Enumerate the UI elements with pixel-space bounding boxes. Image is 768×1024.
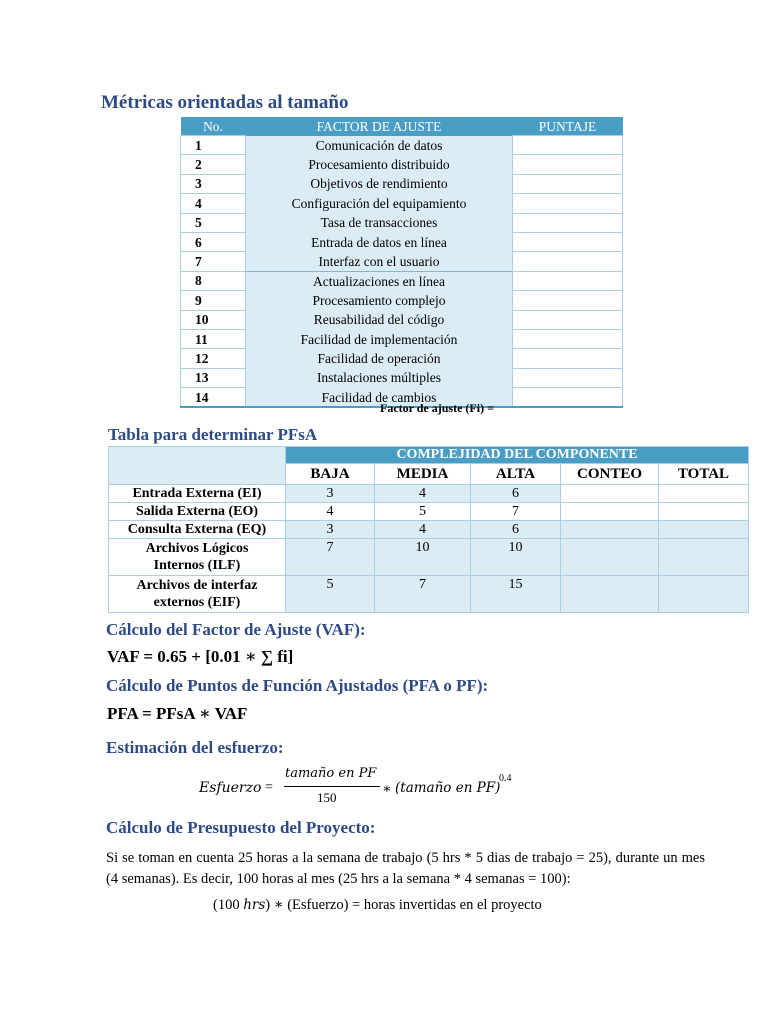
heading-pfa: Cálculo de Puntos de Función Ajustados (PFA o PF): — [106, 676, 489, 695]
row-number: 10 — [181, 310, 246, 329]
row-factor: Entrada de datos en línea — [246, 232, 513, 251]
row-puntaje-input[interactable] — [513, 349, 623, 368]
eq-open: (100 — [213, 897, 244, 913]
cell-conteo — [561, 576, 659, 613]
row-puntaje-input[interactable] — [513, 368, 623, 387]
row-label-line2: externos (EIF) — [153, 595, 241, 610]
table-row — [109, 485, 749, 503]
table-row — [109, 576, 749, 613]
table-row — [109, 539, 749, 576]
row-number: 11 — [181, 329, 246, 348]
col-header-no: No. — [181, 117, 246, 136]
row-factor: Configuración del equipamiento — [246, 194, 513, 213]
row-factor: Facilidad de cambios — [246, 388, 513, 408]
esfuerzo-numerator: tamaño en PF — [285, 766, 377, 781]
cell-media: 10 — [375, 539, 471, 576]
table-row — [181, 271, 623, 290]
col-media: MEDIA — [375, 464, 471, 485]
col-header-puntaje: PUNTAJE — [513, 117, 623, 136]
esfuerzo-denominator: 150 — [317, 790, 337, 805]
row-number: 5 — [181, 213, 246, 232]
col-conteo: CONTEO — [561, 464, 659, 485]
row-puntaje-input[interactable] — [513, 232, 623, 251]
cell-alta: 6 — [471, 521, 561, 539]
row-puntaje-input[interactable] — [513, 194, 623, 213]
cell-baja: 3 — [286, 521, 375, 539]
row-factor: Instalaciones múltiples — [246, 368, 513, 387]
cell-baja: 3 — [286, 485, 375, 503]
cell-alta: 10 — [471, 539, 561, 576]
cell-total — [659, 521, 749, 539]
presupuesto-equation — [213, 897, 542, 914]
table-row — [181, 155, 623, 174]
row-factor: Actualizaciones en línea — [246, 271, 513, 290]
formula-vaf: VAF = 0.65 + [0.01 ∗ ∑ fi] — [107, 647, 294, 666]
row-label — [109, 576, 286, 613]
row-label-line1: Archivos de interfaz — [136, 578, 258, 593]
esfuerzo-op: ∗ — [382, 782, 392, 797]
row-number: 8 — [181, 271, 246, 290]
table-row — [181, 368, 623, 387]
row-puntaje-input[interactable] — [513, 271, 623, 290]
cell-conteo — [561, 485, 659, 503]
heading-esfuerzo: Estimación del esfuerzo: — [106, 738, 284, 757]
cell-media: 5 — [375, 503, 471, 521]
adjustment-factor-label: Factor de ajuste (Fi) = — [380, 401, 494, 415]
row-number: 12 — [181, 349, 246, 368]
row-puntaje-input[interactable] — [513, 291, 623, 310]
formula-esfuerzo — [199, 764, 539, 810]
cell-media: 7 — [375, 576, 471, 613]
group-header: COMPLEJIDAD DEL COMPONENTE — [286, 447, 749, 464]
esfuerzo-lhs: Esfuerzo — [199, 780, 262, 796]
cell-baja: 7 — [286, 539, 375, 576]
corner-cell — [109, 447, 286, 485]
eq-hrs: hrs — [243, 897, 266, 913]
row-number: 14 — [181, 388, 246, 408]
table-row — [109, 503, 749, 521]
table-row — [181, 232, 623, 251]
row-puntaje-input[interactable] — [513, 310, 623, 329]
row-label: Salida Externa (EO) — [109, 503, 286, 521]
heading-vaf: Cálculo del Factor de Ajuste (VAF): — [106, 620, 366, 639]
row-puntaje-input[interactable] — [513, 174, 623, 193]
row-label: Consulta Externa (EQ) — [109, 521, 286, 539]
table-row — [181, 136, 623, 155]
formula-pfa: PFA = PFsA ∗ VAF — [107, 704, 248, 723]
row-number: 2 — [181, 155, 246, 174]
col-baja: BAJA — [286, 464, 375, 485]
row-label — [109, 539, 286, 576]
table-row — [109, 521, 749, 539]
row-factor: Procesamiento complejo — [246, 291, 513, 310]
row-number: 4 — [181, 194, 246, 213]
row-number: 1 — [181, 136, 246, 155]
col-header-factor: FACTOR DE AJUSTE — [246, 117, 513, 136]
table-row — [181, 174, 623, 193]
cell-total — [659, 539, 749, 576]
row-number: 13 — [181, 368, 246, 387]
adjustment-factors-table — [180, 117, 623, 408]
row-factor: Objetivos de rendimiento — [246, 174, 513, 193]
eq-rest: ) ∗ (Esfuerzo) = horas invertidas en el proyecto — [265, 897, 542, 913]
table-row — [181, 349, 623, 368]
row-puntaje-input[interactable] — [513, 155, 623, 174]
cell-media: 4 — [375, 521, 471, 539]
table-row — [181, 310, 623, 329]
row-puntaje-input[interactable] — [513, 136, 623, 155]
row-puntaje-input[interactable] — [513, 213, 623, 232]
esfuerzo-paren: (tamaño en PF) — [395, 780, 501, 796]
row-puntaje-input[interactable] — [513, 329, 623, 348]
heading-metricas: Métricas orientadas al tamaño — [101, 92, 349, 113]
col-alta: ALTA — [471, 464, 561, 485]
presupuesto-paragraph: Si se toman en cuenta 25 horas a la semana de trabajo (5 hrs * 5 dias de trabajo = 25), durante un mes (4 semanas). Es decir, 100 horas al mes (25 hrs a la semana * 4 semanas = 100): — [106, 850, 705, 887]
cell-baja: 5 — [286, 576, 375, 613]
table-row — [181, 213, 623, 232]
row-factor: Tasa de transacciones — [246, 213, 513, 232]
row-number: 7 — [181, 252, 246, 271]
cell-conteo — [561, 539, 659, 576]
esfuerzo-eq: = — [265, 780, 273, 795]
row-factor: Facilidad de implementación — [246, 329, 513, 348]
row-number: 3 — [181, 174, 246, 193]
col-total: TOTAL — [659, 464, 749, 485]
cell-baja: 4 — [286, 503, 375, 521]
fraction-bar — [284, 786, 380, 787]
table-row — [181, 329, 623, 348]
row-factor: Reusabilidad del código — [246, 310, 513, 329]
cell-total — [659, 576, 749, 613]
cell-total — [659, 503, 749, 521]
row-factor: Interfaz con el usuario — [246, 252, 513, 271]
row-label: Entrada Externa (EI) — [109, 485, 286, 503]
row-factor: Comunicación de datos — [246, 136, 513, 155]
cell-alta: 6 — [471, 485, 561, 503]
pfsa-complexity-table — [108, 446, 749, 613]
row-number: 9 — [181, 291, 246, 310]
heading-pfsa: Tabla para determinar PFsA — [108, 425, 318, 444]
cell-conteo — [561, 521, 659, 539]
row-factor: Facilidad de operación — [246, 349, 513, 368]
row-puntaje-input[interactable] — [513, 252, 623, 271]
esfuerzo-exponent: 0.4 — [499, 773, 512, 784]
cell-media: 4 — [375, 485, 471, 503]
table-row — [181, 252, 623, 271]
cell-alta: 15 — [471, 576, 561, 613]
row-label-line2: Internos (ILF) — [153, 558, 241, 573]
cell-alta: 7 — [471, 503, 561, 521]
table-row — [181, 194, 623, 213]
cell-conteo — [561, 503, 659, 521]
table-row — [181, 291, 623, 310]
row-puntaje-input[interactable] — [513, 388, 623, 408]
row-label-line1: Archivos Lógicos — [145, 541, 249, 556]
cell-total — [659, 485, 749, 503]
row-factor: Procesamiento distribuido — [246, 155, 513, 174]
heading-presupuesto: Cálculo de Presupuesto del Proyecto: — [106, 818, 376, 837]
row-number: 6 — [181, 232, 246, 251]
